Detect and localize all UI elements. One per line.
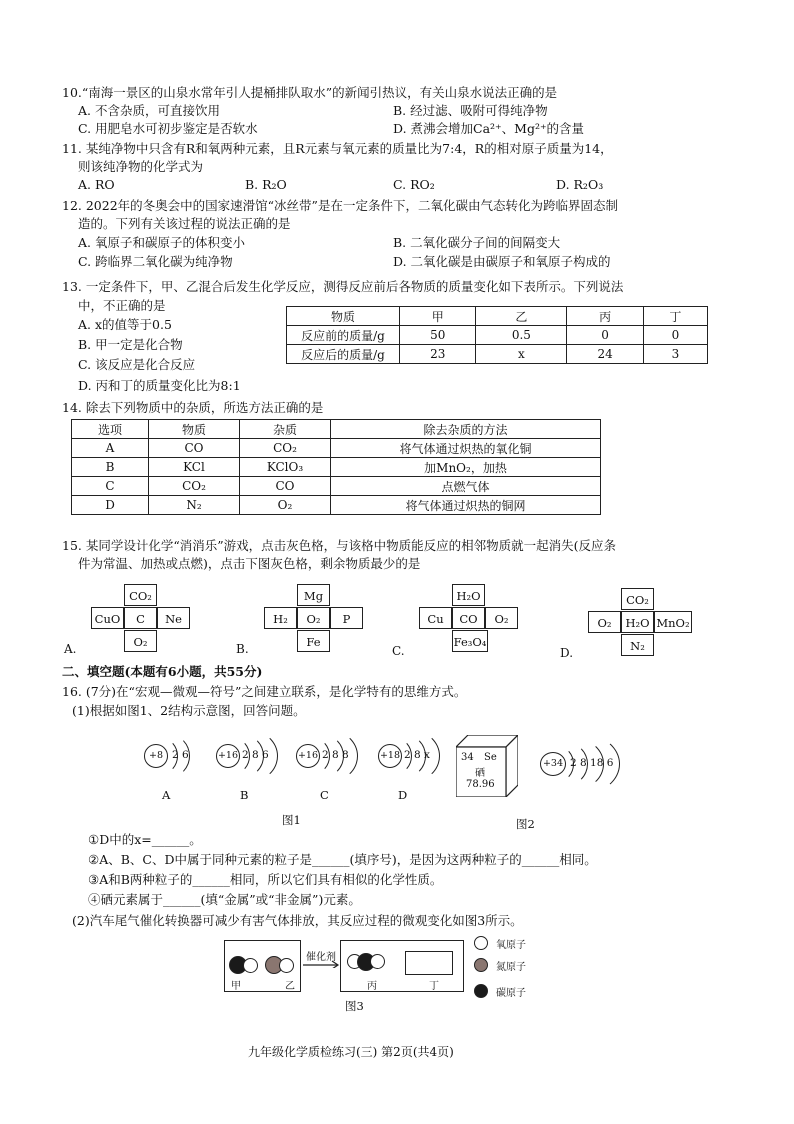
q12-option-d: D. 二氧化碳是由碳原子和氧原子构成的	[393, 254, 611, 269]
table-cell: 23	[400, 345, 476, 364]
q11-stem-2: 则该纯净物的化学式为	[78, 159, 204, 174]
grid-cell-bottom: Fe	[297, 630, 330, 652]
atomic-mass: 78.96	[466, 779, 495, 790]
nucleus: +16	[296, 744, 320, 768]
grid-label: A.	[64, 642, 77, 656]
oxygen-atom	[370, 954, 385, 969]
atom-legend	[474, 934, 554, 1004]
nucleus: +16	[216, 744, 240, 768]
table-cell: 反应前的质量/g	[287, 326, 400, 345]
table-cell: KClO₃	[240, 458, 331, 477]
grid-cell-bottom: N₂	[621, 634, 654, 656]
game-grid-a	[64, 584, 204, 660]
q10-option-d: D. 煮沸会增加Ca²⁺、Mg²⁺的含量	[393, 121, 585, 136]
reactant-box	[224, 940, 301, 992]
table-cell: 24	[567, 345, 643, 364]
q16-sub1: ①D中的x=______。	[88, 832, 202, 847]
table-header-cell: 物质	[149, 420, 240, 439]
table-header-cell: 甲	[400, 307, 476, 326]
shell-electrons: 2 8 8	[322, 749, 349, 761]
grid-cell-right: P	[330, 607, 363, 629]
legend-swatch-carbon	[474, 984, 488, 998]
table-cell: O₂	[240, 496, 331, 515]
legend-swatch-oxygen	[474, 936, 488, 950]
grid-cell-center: CO	[452, 607, 485, 629]
table-row	[72, 458, 601, 477]
q16-stem: 16. (7分)在“宏观—微观—符号”之间建立联系，是化学特有的思维方式。	[62, 684, 467, 699]
table-cell: 将气体通过炽热的氧化铜	[331, 439, 601, 458]
q10-option-c: C. 用肥皂水可初步鉴定是否软水	[78, 121, 258, 136]
q16-sub3: ③A和B两种粒子的______相同，所以它们具有相似的化学性质。	[88, 872, 443, 887]
q16-part1: (1)根据如图1、2结构示意图，回答问题。	[72, 703, 306, 718]
table-row	[287, 345, 708, 364]
table-row	[72, 496, 601, 515]
shell-electrons: 2 8 18 6	[570, 757, 614, 769]
q11-stem: 11. 某纯净物中只含有R和氧两种元素，且R元素与氧元素的质量比为7:4，R的相对原子质量为14，	[62, 141, 613, 156]
grid-cell-bottom: O₂	[124, 630, 157, 652]
q11-option-b: B. R₂O	[245, 177, 287, 192]
q12-option-a: A. 氧原子和碳原子的体积变小	[78, 235, 245, 250]
table-cell: 0	[567, 326, 643, 345]
q12-stem-2: 造的。下列有关该过程的说法正确的是	[78, 216, 291, 231]
table-cell: CO	[149, 439, 240, 458]
grid-cell-top: CO₂	[124, 584, 157, 606]
atom-diagram-c	[294, 740, 374, 800]
q16-sub4: ④硒元素属于______(填“金属”或“非金属”)元素。	[88, 892, 361, 907]
legend-carbon: 碳原子	[496, 988, 526, 999]
q13-option-a: A. x的值等于0.5	[78, 317, 172, 332]
element-symbol: Se	[484, 752, 497, 763]
q16-sub2: ②A、B、C、D中属于同种元素的粒子是______(填序号)，是因为这两种粒子的______相同。	[88, 852, 597, 867]
grid-cell-bottom: Fe₃O₄	[452, 630, 488, 652]
grid-label: D.	[560, 646, 574, 660]
oxygen-atom	[279, 958, 294, 973]
answer-blank-box	[405, 951, 453, 975]
q10-stem: 10.“南海一景区的山泉水常年引人提桶排队取水”的新闻引热议，有关山泉水说法正确的是	[62, 85, 558, 100]
q12-option-b: B. 二氧化碳分子间的间隔变大	[393, 235, 561, 250]
q13-option-b: B. 甲一定是化合物	[78, 337, 183, 352]
game-grid-b	[236, 584, 376, 660]
table-cell: 50	[400, 326, 476, 345]
grid-cell-right: O₂	[485, 607, 518, 629]
table-cell: x	[476, 345, 567, 364]
table-row	[287, 307, 708, 326]
table-cell: A	[72, 439, 149, 458]
game-grid-c	[392, 584, 542, 660]
reactant-label-yi: 乙	[285, 981, 295, 992]
catalyst-label: 催化剂	[306, 952, 336, 963]
shell-electrons: 2 8 6	[242, 749, 269, 761]
atom-diagram-a	[142, 740, 212, 800]
grid-cell-left: H₂	[264, 607, 297, 629]
table-row	[72, 420, 601, 439]
atom-label: D	[398, 788, 408, 802]
game-grid-d	[560, 584, 710, 660]
grid-cell-left: O₂	[588, 611, 621, 633]
table-cell: B	[72, 458, 149, 477]
grid-cell-center: O₂	[297, 607, 330, 629]
legend-oxygen: 氧原子	[496, 940, 526, 951]
grid-label: B.	[236, 642, 249, 656]
section-heading: 二、填空题(本题有6小题，共55分)	[62, 664, 263, 679]
table-row	[72, 477, 601, 496]
q13-stem-2: 中，不正确的是	[78, 298, 166, 313]
legend-nitrogen: 氮原子	[496, 962, 526, 973]
figure-caption-3: 图3	[345, 999, 364, 1013]
table-cell: CO₂	[149, 477, 240, 496]
q11-option-a: A. RO	[78, 177, 115, 192]
table-cell: CO₂	[240, 439, 331, 458]
table-cell: CO	[240, 477, 331, 496]
shell-electrons: 2 8 x	[404, 749, 430, 761]
table-cell: 反应后的质量/g	[287, 345, 400, 364]
product-label-bing: 丙	[367, 981, 377, 992]
figure-caption-2: 图2	[516, 817, 535, 831]
grid-cell-left: CuO	[91, 607, 124, 629]
grid-cell-top: CO₂	[621, 588, 654, 610]
q13-option-d: D. 丙和丁的质量变化比为8:1	[78, 378, 241, 393]
table-header-cell: 选项	[72, 420, 149, 439]
element-name: 硒	[475, 768, 485, 779]
table-header-cell: 除去杂质的方法	[331, 420, 601, 439]
q14-stem: 14. 除去下列物质中的杂质，所选方法正确的是	[62, 400, 324, 415]
figure-caption-1: 图1	[282, 813, 301, 827]
arrow-icon	[302, 952, 340, 968]
q12-option-c: C. 跨临界二氧化碳为纯净物	[78, 254, 233, 269]
nucleus: +8	[144, 744, 168, 768]
table-cell: 加MnO₂，加热	[331, 458, 601, 477]
reaction-arrow	[302, 952, 340, 968]
atom-diagram-se	[538, 748, 638, 788]
atomic-number: 34	[461, 752, 474, 763]
table-cell: 3	[643, 345, 707, 364]
q10-option-b: B. 经过滤、吸附可得纯净物	[393, 103, 548, 118]
grid-cell-center: C	[124, 607, 157, 629]
table-cell: N₂	[149, 496, 240, 515]
nucleus: +34	[540, 752, 566, 776]
table-row	[72, 439, 601, 458]
table-cell: 0	[643, 326, 707, 345]
grid-cell-left: Cu	[419, 607, 452, 629]
grid-cell-right: Ne	[157, 607, 190, 629]
grid-cell-center: H₂O	[621, 611, 654, 633]
atom-diagram-d	[376, 740, 456, 800]
atom-label: A	[162, 788, 171, 802]
atom-label: B	[240, 788, 249, 802]
q15-stem-2: 件为常温、加热或点燃)，点击下图灰色格，剩余物质最少的是	[78, 556, 421, 571]
table-header-cell: 丁	[643, 307, 707, 326]
legend-swatch-nitrogen	[474, 958, 488, 972]
atom-label: C	[320, 788, 329, 802]
element-card	[456, 735, 518, 797]
q14-table	[71, 419, 601, 515]
q13-table	[286, 306, 708, 364]
q15-stem: 15. 某同学设计化学“消消乐”游戏，点击灰色格，与该格中物质能反应的相邻物质就一起消失(反应条	[62, 538, 617, 553]
table-cell: D	[72, 496, 149, 515]
table-row	[287, 326, 708, 345]
table-cell: 0.5	[476, 326, 567, 345]
product-label-ding: 丁	[429, 981, 439, 992]
table-cell: C	[72, 477, 149, 496]
q11-option-d: D. R₂O₃	[556, 177, 604, 192]
grid-label: C.	[392, 644, 405, 658]
grid-cell-top: Mg	[297, 584, 330, 606]
q12-stem: 12. 2022年的冬奥会中的国家速滑馆“冰丝带”是在一定条件下，二氧化碳由气态转化为跨临界固态制	[62, 198, 618, 213]
q16-part2: (2)汽车尾气催化转换器可减少有害气体排放，其反应过程的微观变化如图3所示。	[72, 913, 523, 928]
page-footer: 九年级化学质检练习(三) 第2页(共4页)	[248, 1045, 454, 1059]
q10-option-a: A. 不含杂质，可直接饮用	[78, 103, 220, 118]
table-header-cell: 乙	[476, 307, 567, 326]
table-cell: 点燃气体	[331, 477, 601, 496]
table-header-cell: 杂质	[240, 420, 331, 439]
grid-cell-top: H₂O	[452, 584, 485, 606]
q11-option-c: C. RO₂	[393, 177, 435, 192]
table-cell: KCl	[149, 458, 240, 477]
atom-diagram-b	[214, 740, 294, 800]
q13-option-c: C. 该反应是化合反应	[78, 357, 196, 372]
table-header-cell: 物质	[287, 307, 400, 326]
oxygen-atom	[243, 958, 258, 973]
nucleus: +18	[378, 744, 402, 768]
product-box	[340, 940, 464, 992]
table-cell: 将气体通过炽热的铜网	[331, 496, 601, 515]
grid-cell-right: MnO₂	[654, 611, 692, 633]
q13-stem: 13. 一定条件下，甲、乙混合后发生化学反应，测得反应前后各物质的质量变化如下表所示。下列说法	[62, 279, 624, 294]
reactant-label-jia: 甲	[231, 981, 241, 992]
table-header-cell: 丙	[567, 307, 643, 326]
shell-electrons: 2 6	[172, 749, 189, 761]
